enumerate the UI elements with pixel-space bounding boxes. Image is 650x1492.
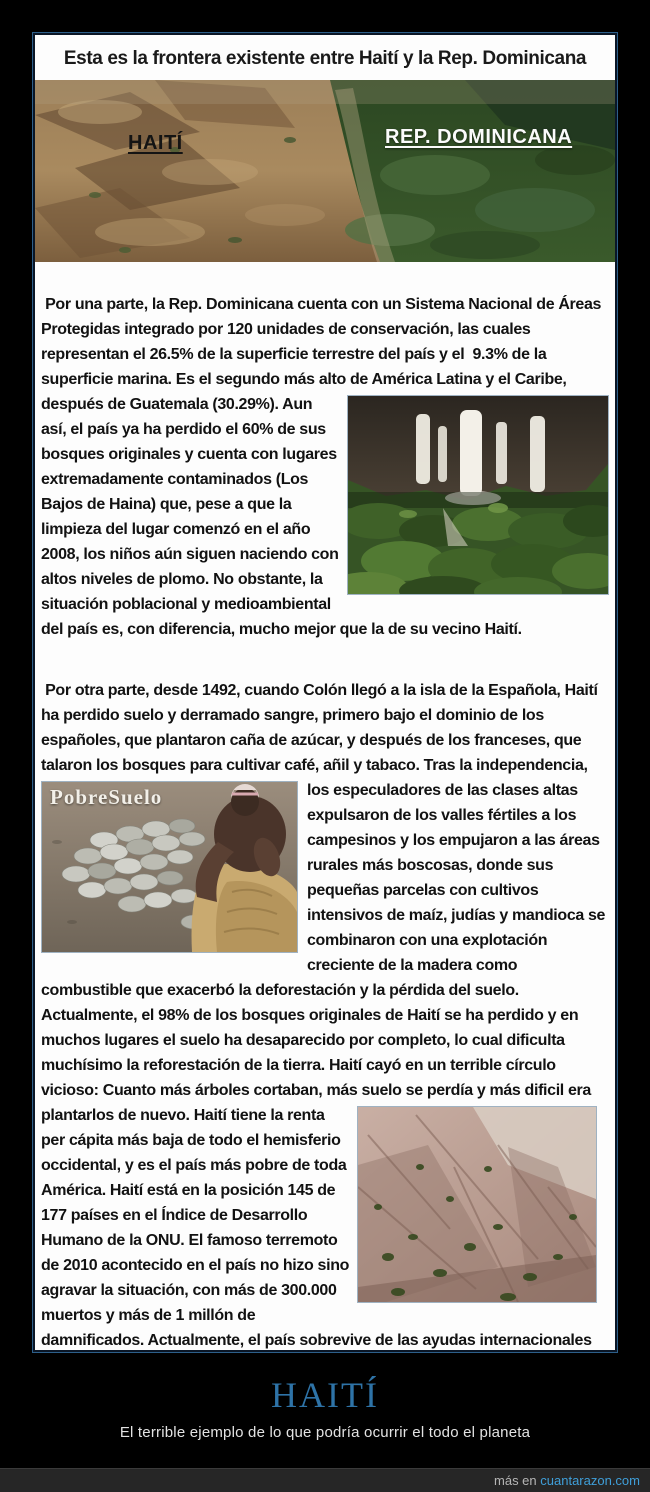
eroded-hills-photo-graphic (358, 1107, 596, 1302)
waterfall-photo (347, 395, 609, 595)
site-bar (0, 1468, 650, 1492)
paragraph-text: Por una parte, la Rep. Dominicana cuenta con un Sistema Nacional de Áreas Protegidas integrado por 120 unidades de conservación, las cuales representan el 26.5% de la superficie terrestre del país y el 9.3% de la superficie marina. Es el segundo más alto de América Latina y el Caribe, después de Guatemala (41, 296, 606, 413)
footer-subtitle: El terrible ejemplo de lo que podría ocurrir el todo el planeta (119, 1424, 531, 1441)
footer-title: HAITÍ (271, 1375, 379, 1415)
paragraph-haiti-history (41, 678, 609, 1352)
article-body (35, 262, 615, 1352)
paragraph-text: (30.29%). Aun así, el país ya ha perdido el 60% de sus bosques originales y cuenta con lugares extremadamente contaminados (Los Bajos de Haina) que, pese a que la limpieza del lugar comenzó en el año 2008, los niños aún siguen naciendo con altos niveles de plomo. No obstante, la situación poblacional y medioambiental del país es, con diferencia, mucho mejor que la de su vecino Haití. (41, 396, 522, 638)
pobresuelo-watermark: PobreSuelo (50, 785, 163, 809)
eroded-hills-photo (357, 1106, 597, 1303)
paragraph-text: Por otra parte, desde 1492, cuando Colón llegó a la isla de la Española, Haití ha perdido suelo y derramado sangre, primero bajo el dominio de los españoles, que plantaron caña de azúcar, y después de los franceses, que talaron los bosques para cultivar café, añil y tabaco. Tras la independencia, los (41, 682, 602, 799)
border-aerial-photo (35, 80, 615, 262)
mud-cakes-photo (41, 781, 298, 953)
label-rep-dominicana: REP. DOMINICANA (385, 126, 573, 148)
page-title: Esta es la frontera existente entre Haití y la Rep. Dominicana (63, 48, 587, 69)
site-link[interactable]: cuantarazon.com (540, 1473, 640, 1488)
paragraph-dominican-republic (41, 292, 609, 642)
label-haiti: HAITÍ (128, 132, 183, 154)
watermark-prefix: más en (494, 1473, 541, 1488)
content-card (33, 33, 617, 1352)
waterfall-photo-graphic (348, 396, 608, 594)
paragraph-text: especuladores de las clases altas expulsaron de los valles fértiles a los campesinos y los empujaron a las áreas rurales más boscosas, donde sus pequeñas parcelas con cultivos intensivos de maíz, judías y mandioca se combinaron con una explotación creciente de la madera como combustible que exacerbó la deforestación y la pérdida del suelo. Actualmente, el 98% de los bosques originales de Haití se ha perdido y en muchos lugares el suelo ha desaparecido por completo, lo cual dificulta muchísimo la reforestación de la tierra. Haití cayó en un terrible círculo vicioso: Cuanto más árboles cortaban, más suelo se perdía y más dificil era plantarlos de nuevo. (41, 782, 610, 1124)
paragraph-text: Haití tiene la renta per cápita más baja de todo el hemisferio occidental, y es el país más pobre de toda América. Haití está en la posición 145 de 177 países en el Índice de Desarrollo Humano de la ONU. El famoso terremoto de 2010 acontecido en el país no hizo sino agravar la situación, con más de 300.000 muertos y más de 1 millón de damnificados. Actualmente, el país sobrevive de las ayudas internacionales (41, 1107, 592, 1349)
border-aerial-photo-graphic (35, 80, 615, 262)
